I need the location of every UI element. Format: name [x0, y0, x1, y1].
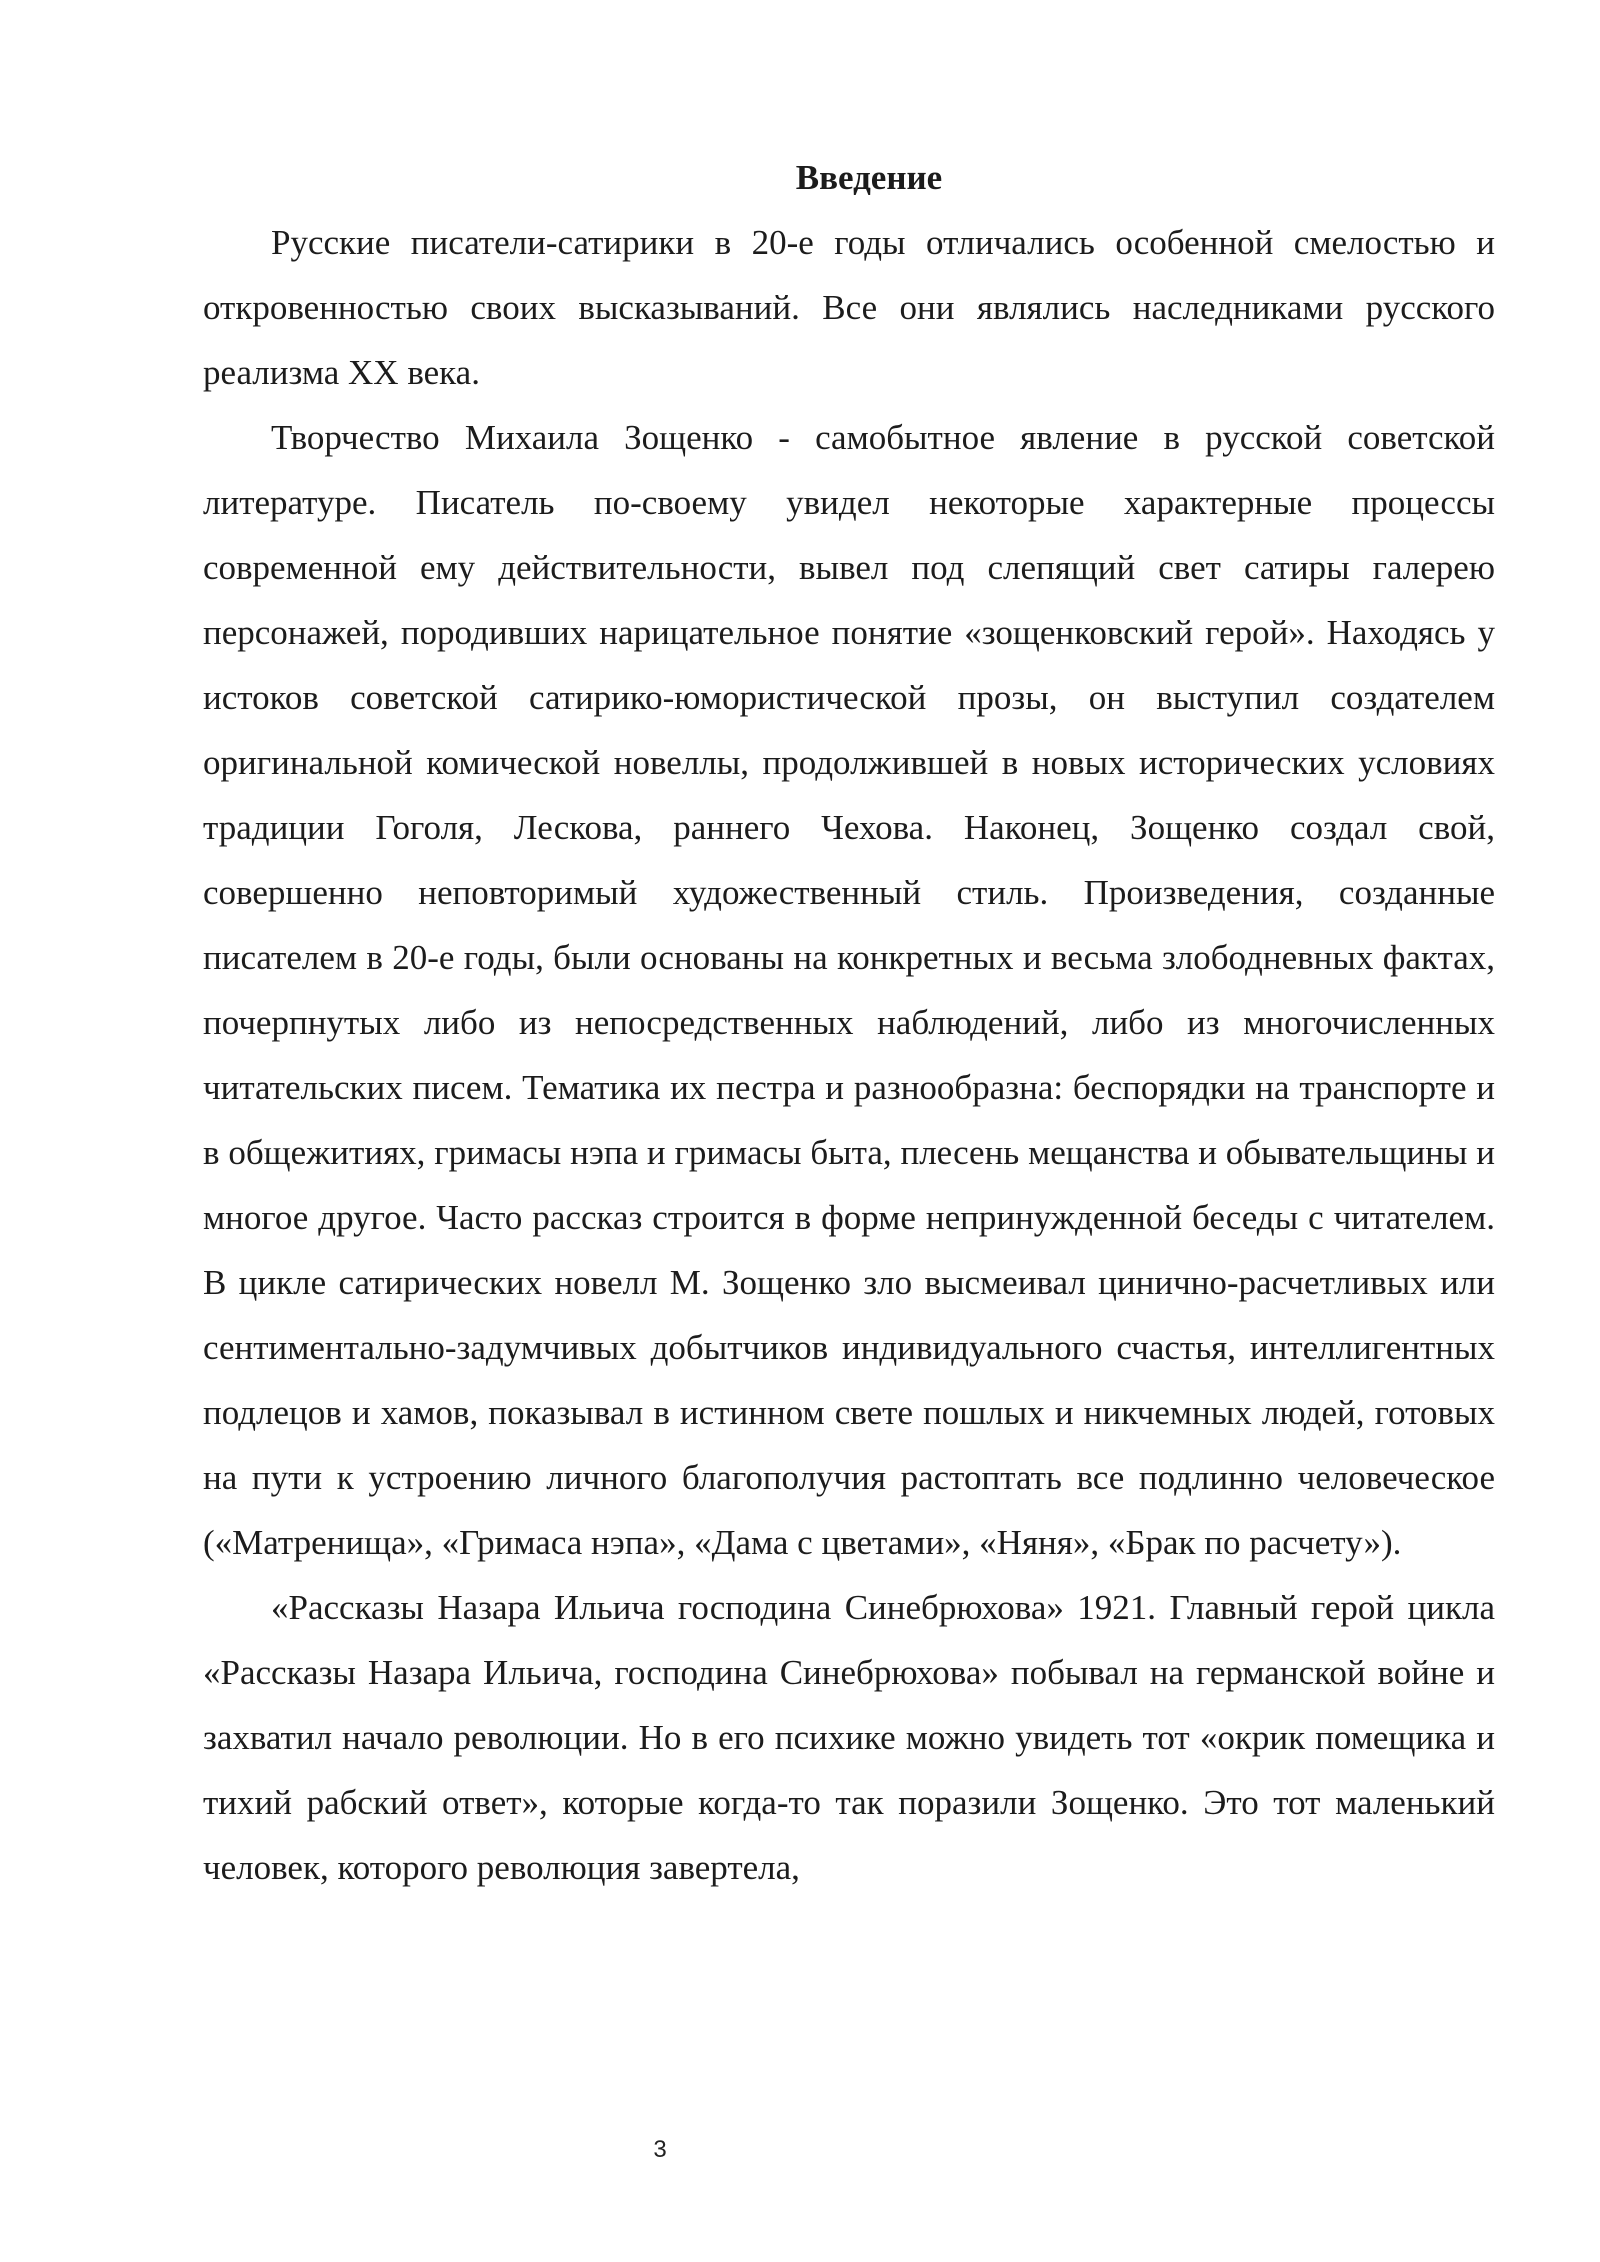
paragraph-sinebryukhov: «Рассказы Назара Ильича господина Синебрюхова» 1921. Главный герой цикла «Рассказы Назара Ильича, господина Синебрюхова» побывал на германской войне и захватил начало революции. Но в его психике можно увидеть тот «окрик помещика и тихий рабский ответ», которые когда-то так поразили Зощенко. Это тот маленький человек, которого революция завертела, [203, 1588, 1495, 1887]
page-number: 3 [653, 2136, 667, 2163]
document-body [203, 145, 1495, 1900]
paragraph-zoshchenko-work: Творчество Михаила Зощенко - самобытное явление в русской советской литературе. Писатель по-своему увидел некоторые характерные процессы современной ему действительности, вывел под слепящий свет сатиры галерею персонажей, породивших нарицательное понятие «зощенковский герой». Находясь у истоков советской сатирико-юмористической прозы, он выступил создателем оригинальной комической новеллы, продолжившей в новых исторических условиях традиции Гоголя, Лескова, раннего Чехова. Наконец, Зощенко создал свой, совершенно неповторимый художественный стиль. Произведения, созданные писателем в 20-е годы, были основаны на конкретных и весьма злободневных фактах, почерпнутых либо из непосредственных наблюдений, либо из многочисленных читательских писем. Тематика их пестра и разнообразна: беспорядки на транспорте и в общежитиях, гримасы нэпа и гримасы быта, плесень мещанства и обывательщины и многое другое. Часто рассказ строится в форме непринужденной беседы с читателем. В цикле сатирических новелл М. Зощенко зло высмеивал цинично-расчетливых или сентиментально-задумчивых добытчиков индивидуального счастья, интеллигентных подлецов и хамов, показывал в истинном свете пошлых и никчемных людей, готовых на пути к устроению личного благополучия растоптать все подлинно человеческое («Матренища», «Гримаса нэпа», «Дама с цветами», «Няня», «Брак по расчету»). [203, 418, 1495, 1562]
section-heading: Введение [795, 158, 943, 197]
paragraph-intro: Русские писатели-сатирики в 20-е годы отличались особенной смелостью и откровенностью своих высказываний. Все они являлись наследниками русского реализма XX века. [203, 223, 1495, 392]
